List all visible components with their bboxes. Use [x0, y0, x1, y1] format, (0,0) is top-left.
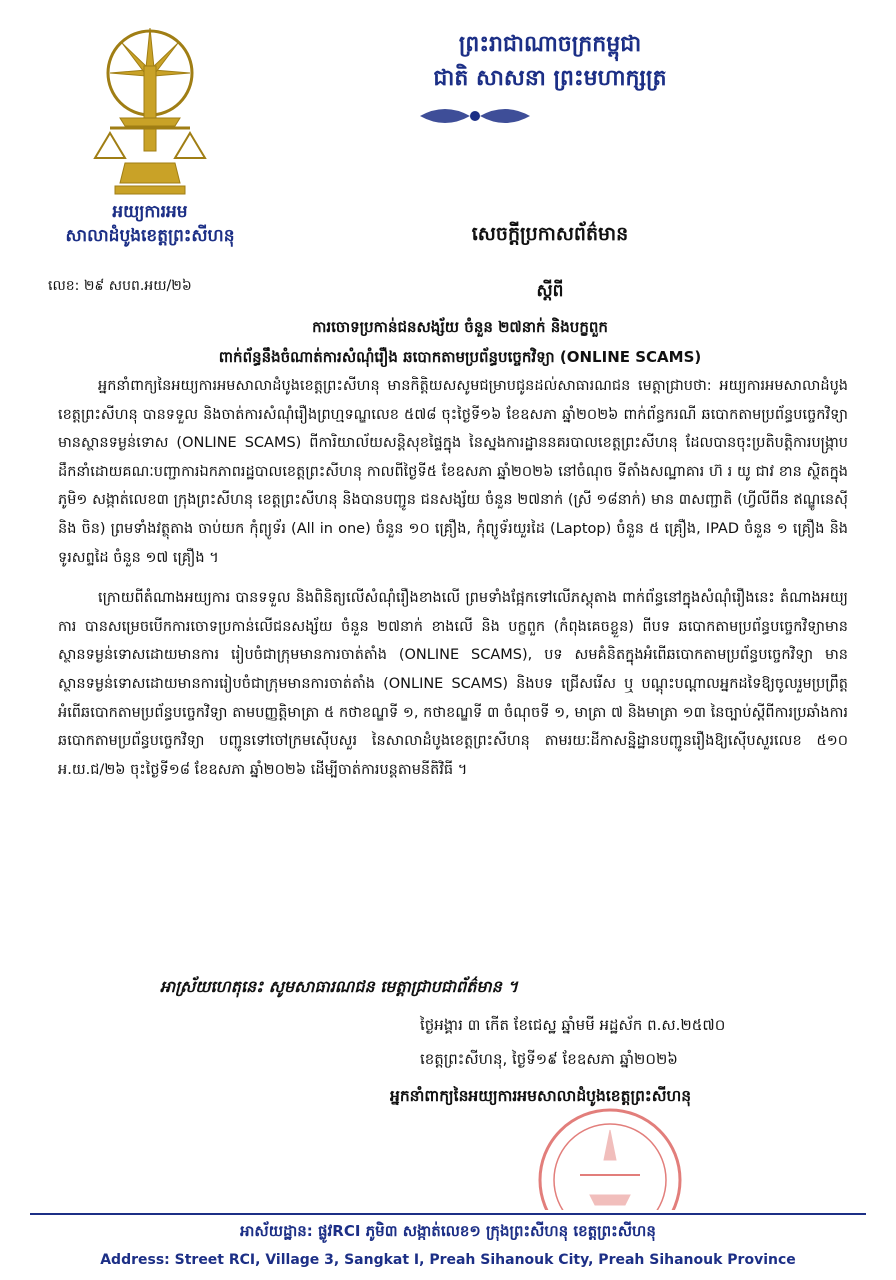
- kingdom-motto: [250, 28, 850, 96]
- body-text: [58, 372, 848, 796]
- paragraph-1: អ្នកនាំពាក្យនៃអយ្យការអមសាលាដំបូងខេត្តព្រះសីហនុ មានកិត្តិយសសូមជម្រាបជូនដល់សាធារណជន មេត្តាជ្រាបថា: អយ្យការអមសាលាដំបូងខេត្តព្រះសីហនុ បានទទួល និងចាត់ការសំណុំរឿងព្រហ្មទណ្ឌលេខ ៥៧៨ ចុះថ្ងៃទី១៦ ខែឧសភា ឆ្នាំ២០២៦ ពាក់ព័ន្ធករណី ឆបោកតាមប្រព័ន្ធបច្ចេកវិទ្យាមានស្ថានទម្ងន់ទោស (ONLINE SCAMS) ពីការិយាល័យសន្តិសុខផ្ទៃក្នុង នៃស្នងការដ្ឋាននគរបាលខេត្តព្រះសីហនុ ដែលបានចុះប្រតិបត្តិការបង្ក្រាប ដឹកនាំដោយគណៈបញ្ជាការឯកភាពរដ្ឋបាលខេត្តព្រះសីហនុ កាលពីថ្ងៃទី៥ ខែឧសភា ឆ្នាំ២០២៦ នៅចំណុច ទីតាំងសណ្ឋាគារ ហ៊ រ យូ ជាវ ខាន ស្ថិតក្នុងភូមិ១ សង្កាត់លេខ៣ ក្រុងព្រះសីហនុ ខេត្តព្រះសីហនុ និងបានបញ្ជូន ជនសង្ស័យ ចំនួន ២៧នាក់ (ស្រី ១៨នាក់) មាន ៣សញ្ជាតិ (ហ្វីលីពីន ឥណ្ឌូនេស៊ី និង ចិន) ព្រមទាំងវត្ថុតាង ចាប់យក កុំព្យូទ័រ (All in one) ចំនួន ១០ គ្រឿង, កុំព្យូទ័រយួរដៃ (Laptop) ចំនួន ៥ គ្រឿង, IPAD ចំនួន ១ គ្រឿង និង ទូរសព្ទដៃ ចំនួន ១៧ គ្រឿង ។: [58, 378, 848, 566]
- paragraph-2: ក្រោយពីតំណាងអយ្យការ បានទទួល និងពិនិត្យលើសំណុំរឿងខាងលើ ព្រមទាំងផ្អែកទៅលើភស្តុតាង ពាក់ព័ន្ធនៅក្នុងសំណុំរឿងនេះ តំណាងអយ្យការ បានសម្រេចបើកការចោទប្រកាន់លើជនសង្ស័យ ចំនួន ២៧នាក់ ខាងលើ និង បក្ខពួក (កំពុងគេចខ្លួន) ពីបទ ឆបោកតាមប្រព័ន្ធបច្ចេកវិទ្យាមានស្ថានទម្ងន់ទោសដោយមានការ រៀបចំជាក្រុមមានការចាត់តាំង (ONLINE SCAMS), បទ សមគំនិតក្នុងអំពើឆបោកតាមប្រព័ន្ធបច្ចេកវិទ្យា មានស្ថានទម្ងន់ទោសដោយមានការរៀបចំជាក្រុមមានការចាត់តាំង (ONLINE SCAMS) និងបទ ជ្រើសរើស ឬ បណ្តុះបណ្តាលអ្នកដទៃឱ្យចូលរួមប្រព្រឹត្តអំពើឆបោកតាមប្រព័ន្ធបច្ចេកវិទ្យា តាមបញ្ញត្តិមាត្រា ៥ កថាខណ្ឌទី ១, កថាខណ្ឌទី ៣ ចំណុចទី ១, មាត្រា ៧ និងមាត្រា ១៣ នៃច្បាប់ស្តីពីការប្រឆាំងការឆបោកតាមប្រព័ន្ធបច្ចេកវិទ្យា បញ្ជូនទៅចៅក្រមស៊ើបសួរ នៃសាលាដំបូងខេត្តព្រះសីហនុ តាមរយៈដីកាសន្និដ្ឋានបញ្ជូនរឿងឱ្យស៊ើបសួរលេខ ៥១០ អ.យ.ជ/២៦ ចុះថ្ងៃទី១៨ ខែឧសភា ឆ្នាំ២០២៦ ដើម្បីចាត់ការបន្តតាមនីតិវិធី ។: [58, 590, 848, 778]
- conclusion: អាស្រ័យហេតុនេះ សូមសាធារណជន មេត្តាជ្រាបជាព័ត៌មាន ។: [160, 977, 518, 996]
- court-emblem-icon: [80, 18, 220, 208]
- subject-label: ស្តីពី: [536, 281, 564, 301]
- signatory: អ្នកនាំពាក្យនៃអយ្យការអមសាលាដំបូងខេត្តព្រះសីហនុ: [390, 1087, 692, 1105]
- subject-line1: ការចោទប្រកាន់ជនសង្ស័យ ចំនួន ២៧នាក់ និងបក្ខពួក: [312, 318, 608, 336]
- footer-address-km: អាស័យដ្ឋាន: ផ្លូវRCI ភូមិ៣ សង្កាត់លេខ១ ក្រុងព្រះសីហនុ ខេត្តព្រះសីហនុ: [240, 1222, 656, 1240]
- kingdom-line2: ជាតិ សាសនា ព្រះមហាក្សត្រ: [433, 66, 667, 91]
- footer-address-en: Address: Street RCI, Village 3, Sangkat I, Preah Sihanouk City, Preah Sihanouk Province: [100, 1252, 796, 1268]
- document-number: លេខ: ២៩ សបព.អយ/២៦: [48, 278, 192, 294]
- kingdom-line1: ព្រះរាជាណាចក្រកម្ពុជា: [458, 32, 642, 57]
- ornament-divider-icon: [410, 102, 540, 130]
- court-name: [40, 200, 260, 248]
- court-name-line2: សាលាដំបូងខេត្តព្រះសីហនុ: [65, 226, 235, 246]
- document-title: សេចក្តីប្រកាសព័ត៌មាន: [471, 223, 629, 245]
- subject-line2: ពាក់ព័ន្ធនឹងចំណាត់ការសំណុំរឿង ឆបោកតាមប្រព័ន្ធបច្ចេកវិទ្យា (ONLINE SCAMS): [218, 348, 702, 366]
- official-seal-icon: [530, 1100, 690, 1210]
- date-solar: ខេត្តព្រះសីហនុ, ថ្ងៃទី១៩ ខែឧសភា ឆ្នាំ២០២៦: [420, 1050, 678, 1068]
- footer-divider: [30, 1213, 866, 1215]
- court-name-line1: អយ្យការអម: [112, 202, 188, 222]
- date-lunar: ថ្ងៃអង្គារ ៣ កើត ខែជេស្ឋ ឆ្នាំមមី អដ្ឋស័ក ព.ស.២៥៧០: [420, 1016, 726, 1034]
- subject: [110, 312, 810, 372]
